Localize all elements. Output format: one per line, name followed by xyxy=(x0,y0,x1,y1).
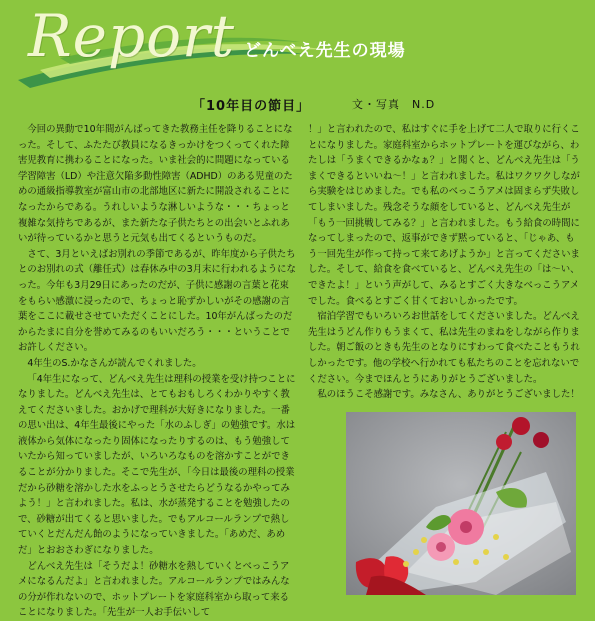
article-column-right xyxy=(308,122,580,403)
article-paragraph: どんべえ先生は「そうだよ！砂糖水を熱していくとべっこうアメになるんだよ」と言われました。アルコールランプではみんなの分が作れないので、ホットプレートを家庭科室から取って来ることになりました。「先生が一人お手伝いして xyxy=(18,560,290,619)
report-header xyxy=(0,0,595,90)
column-subtitle: どんべえ先生の現場 xyxy=(244,41,406,61)
bouquet-photo xyxy=(346,412,576,595)
article-byline: 文・写真 N.D xyxy=(352,98,436,111)
article-paragraph: ！」と言われたので、私はすぐに手を上げて二人で取りに行くことになりました。家庭科室からホットプレートを運びながら、わたしは「うまくできるかなぁ？」と聞くと、どんべえ先生は「うまくできるといいね～！」と言われました。私はワクワクしながら実験をはじめました。でも私のべっこうアメは固まらず失敗してしまいました。残念そうな顔をしていると、どんべえ先生が「もう一回挑戦してみる？」と言われました。もう給食の時間になってしまったので、返事ができず黙っていると、「じゃあ、もう一回先生が作って持って来てあげようか」と言ってくださいました。そして、給食を食べていると、どんべえ先生の「は～い、できたよ！」という声がして、みるとすごく大きなべっこうアメでした。食べるとすごく甘くておいしかったです。 xyxy=(308,124,580,307)
article-paragraph: 私のほうこそ感謝です。みなさん、ありがとうございました！ xyxy=(317,389,580,401)
article-paragraph: 4年生のS.かなさんが読んでくれました。 xyxy=(27,357,202,369)
article-paragraph: 今回の異動で10年間がんばってきた教務主任を降りることになった。そして、ふたたび教員になるきっかけをつくってくれた障害児教育に携わることになった。いま社会的に問題になっている学習障害（LD）や注意欠陥多動性障害（ADHD）のある児童のための通級指導教室が富山市の北部地区に新たに開設されることになったからである。うれしいような淋しいような・・・ちょっと複雑な気持ちであるが、また新たな子供たちとの出会いとふれあいが待っているかと思うと元気も出てくるというものだ。 xyxy=(18,124,293,245)
article-paragraph: 「4年生になって、どんべえ先生は理科の授業を受け持つことになりました。どんべえ先生は、とてもおもしろくわかりやすく教えてくださいました。おかげで理科が大好きになりました。一番の思い出は、4年生最後にやった「水のふしぎ」の勉強です。水は液体から気体になったり固体になったりするのは、もう勉強していたから知っていましたが、いろいろなものを溶かすことができることが分かりました。そこで先生が、「今日は最後の理科の授業だから砂糖を溶かした水をふっとうさせたらどうなるかやってみよう！」と言われました。私は、水が蒸発することを勉強したので、砂糖が出てくると思いました。でもアルコールランプで熱していくとだんだん飴のようになっていきました。「あめだ、あめだ」とおおさわぎになりました。 xyxy=(18,373,296,557)
article-paragraph: 宿泊学習でもいろいろお世話をしてくださいました。どんべえ先生はうどん作りもうまくて、私は先生のまねをしながら作りました。朝ご飯のときも先生のとなりにすわって食べたこともうれしかったです。他の学校へ行かれても私たちのことを忘れないでください。今までほんとうにありがとうございました。 xyxy=(308,311,580,385)
flower-bouquet-image xyxy=(346,412,576,595)
article-paragraph: さて、3月といえばお別れの季節であるが、昨年度から子供たちとのお別れの式（離任式）は春休み中の3月末に行われるようになった。今年も3月29日にあったのだが、子供に感謝の言葉と花束をもらい感激に浸ったので、ちょっと恥ずかしいがその感謝の言葉をここに載せさせていただくことにした。10年がんばったのだからたまに自分を誉めてみるのもいいだろう・・・ということでお許しください。 xyxy=(18,248,296,354)
article-title: 「10年目の節目」 xyxy=(192,99,311,114)
report-title: Report xyxy=(28,2,236,70)
article-column-left xyxy=(18,122,298,621)
